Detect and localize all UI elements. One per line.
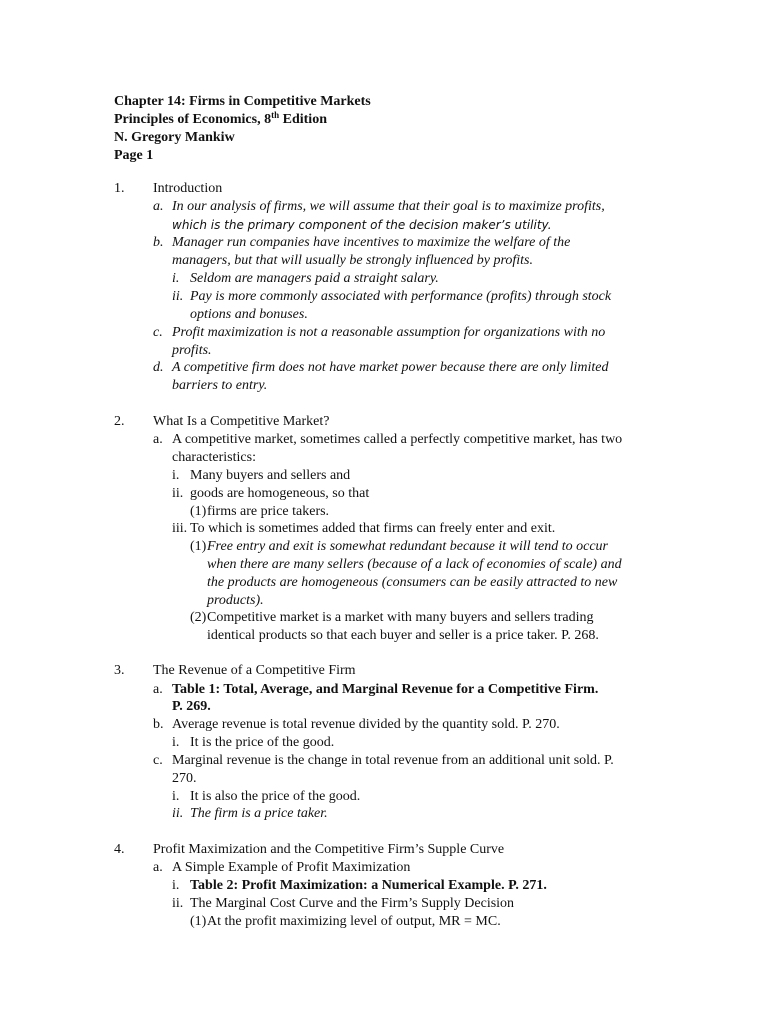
item-text: profits. <box>172 343 212 358</box>
section-title: What Is a Competitive Market? <box>153 414 330 429</box>
item-text: Seldom are managers paid a straight salary. <box>190 271 439 286</box>
book-title <box>114 111 327 129</box>
item-label: ii. <box>172 896 184 911</box>
item-text: It is also the price of the good. <box>190 789 361 804</box>
section-number: 4. <box>114 842 125 857</box>
item-text: the products are homogeneous (consumers can be easily attracted to new <box>207 575 618 590</box>
item-label: (1) <box>190 914 207 929</box>
item-text: In our analysis of firms, we will assume that their goal is to maximize profits, <box>172 199 605 214</box>
section-title: Profit Maximization and the Competitive Firm’s Supple Curve <box>153 842 505 857</box>
section-number: 2. <box>114 414 125 429</box>
item-label: b. <box>153 235 164 250</box>
item-label: c. <box>153 753 163 768</box>
item-text: managers, but that will usually be strongly influenced by profits. <box>172 253 533 268</box>
item-text: when there are many sellers (because of a lack of economies of scale) and <box>207 557 622 572</box>
section-number: 3. <box>114 663 125 678</box>
page-reference: P. 269. <box>172 699 211 714</box>
item-label: d. <box>153 360 164 375</box>
item-text: At the profit maximizing level of output, MR = MC. <box>207 914 501 929</box>
item-text: To which is sometimes added that firms can freely enter and exit. <box>190 521 556 536</box>
item-label: a. <box>153 860 163 875</box>
edition-superscript: th <box>271 110 280 120</box>
section-number: 1. <box>114 181 125 196</box>
item-label: ii. <box>172 486 184 501</box>
item-text: Marginal revenue is the change in total revenue from an additional unit sold. P. <box>172 753 614 768</box>
item-text: characteristics: <box>172 450 256 465</box>
item-text: A competitive market, sometimes called a perfectly competitive market, has two <box>172 432 623 447</box>
item-text: Free entry and exit is somewhat redundant because it will tend to occur <box>207 539 608 554</box>
item-label: a. <box>153 682 163 697</box>
item-text: A Simple Example of Profit Maximization <box>172 860 411 875</box>
item-label: (2) <box>190 610 207 625</box>
item-text: firms are price takers. <box>207 504 330 519</box>
item-text: goods are homogeneous, so that <box>190 486 370 501</box>
author-name: N. Gregory Mankiw <box>114 130 235 145</box>
item-label: i. <box>172 271 180 286</box>
edition-text: Edition <box>279 112 327 127</box>
item-label: i. <box>172 735 180 750</box>
table-reference: Table 1: Total, Average, and Marginal Revenue for a Competitive Firm. <box>172 682 599 697</box>
item-text: A competitive firm does not have market power because there are only limited <box>172 360 609 375</box>
item-text: 270. <box>172 771 197 786</box>
item-text: barriers to entry. <box>172 378 268 393</box>
item-text: Many buyers and sellers and <box>190 468 351 483</box>
item-label: (1) <box>190 539 207 554</box>
item-label: c. <box>153 325 163 340</box>
item-label: b. <box>153 717 164 732</box>
item-text: The Marginal Cost Curve and the Firm’s Supply Decision <box>190 896 515 911</box>
chapter-title: Chapter 14: Firms in Competitive Markets <box>114 94 371 109</box>
item-text: Manager run companies have incentives to maximize the welfare of the <box>172 235 571 250</box>
item-label: iii. <box>172 521 188 536</box>
item-text: which is the primary component of the decision maker’s utility. <box>172 218 552 232</box>
section-title: Introduction <box>153 181 223 196</box>
item-label: ii. <box>172 806 184 821</box>
item-text: It is the price of the good. <box>190 735 335 750</box>
page-label: Page 1 <box>114 148 154 163</box>
item-label: a. <box>153 199 164 214</box>
item-text: Average revenue is total revenue divided by the quantity sold. P. 270. <box>172 717 560 732</box>
item-label: i. <box>172 468 180 483</box>
item-label: ii. <box>172 289 184 304</box>
item-text: Profit maximization is not a reasonable assumption for organizations with no <box>172 325 606 340</box>
item-text: identical products so that each buyer and seller is a price taker. P. 268. <box>207 628 599 643</box>
item-text: options and bonuses. <box>190 307 308 322</box>
item-text: Pay is more commonly associated with performance (profits) through stock <box>190 289 612 304</box>
item-text: products). <box>207 593 264 608</box>
table-reference: Table 2: Profit Maximization: a Numerical Example. P. 271. <box>190 878 547 893</box>
item-label: (1) <box>190 504 207 519</box>
section-title: The Revenue of a Competitive Firm <box>153 663 356 678</box>
item-text: The firm is a price taker. <box>190 806 328 821</box>
item-label: i. <box>172 878 180 893</box>
item-label: a. <box>153 432 163 447</box>
item-label: i. <box>172 789 180 804</box>
book-title-text: Principles of Economics, 8 <box>114 112 272 127</box>
item-text: Competitive market is a market with many buyers and sellers trading <box>207 610 594 625</box>
